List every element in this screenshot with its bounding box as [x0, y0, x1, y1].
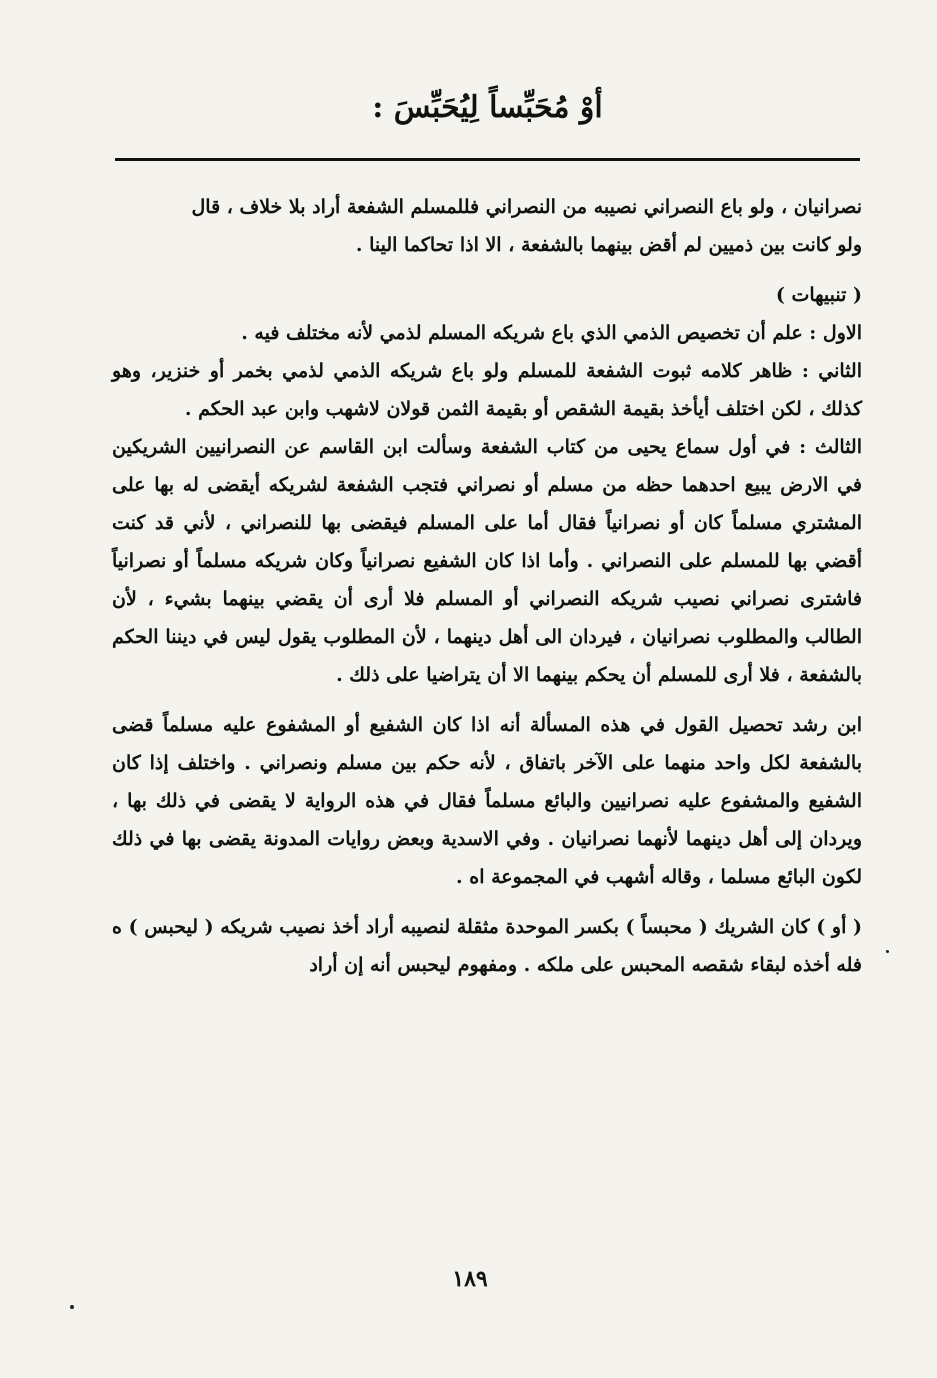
paragraph-first-note: الاول : علم أن تخصيص الذمي الذي باع شريكه المسلم لذمي لأنه مختلف فيه .	[241, 322, 862, 344]
print-speck	[886, 950, 889, 953]
paragraph-2: ولو كانت بين ذميين لم أقض بينهما بالشفعة ، الا اذا تحاكما الينا .	[355, 234, 862, 256]
page-header-title: أوْ مُحَبِّساً لِيُحَبِّسَ :	[372, 90, 603, 125]
paragraph-second-note: الثاني : ظاهر كلامه ثبوت الشفعة للمسلم ولو باع شريكه الذمي لذمي بخمر أو خنزير، وهو كذلك ، لكن اختلف أيأخذ بقيمة الشقص أو بقيمة الثمن قولان لاشهب وابن عبد الحكم .	[112, 360, 862, 420]
body-text	[112, 188, 862, 984]
paragraph-ibn-rushd: ابن رشد تحصيل القول في هذه المسألة أنه اذا كان الشفيع أو المشفوع عليه مسلماً قضى بالشفعة لكل واحد منهما على الآخر باتفاق ، لأنه حكم بين مسلم ونصراني . واختلف إذا كان الشفيع والمشفوع عليه نصرانيين والبائع مسلماً فقال في هذه الرواية لا يقضى في ذلك بها ، ويردان إلى أهل دينهما لأنهما نصرانيان . وفي الاسدية وبعض روايات المدونة يقضى بها في ذلك لكون البائع مسلما ، وقاله أشهب في المجموعة اه .	[112, 714, 862, 888]
header-rule	[115, 158, 860, 161]
paragraph-third-note: الثالث : في أول سماع يحيى من كتاب الشفعة وسألت ابن القاسم عن النصرانيين الشريكين في الارض يبيع احدهما حظه من مسلم أو نصراني فتجب الشفعة لشريكه أيقضى له بها على المشتري مسلماً كان أو نصرانياً فقال أما على المسلم فيقضى بها للنصراني ، لأني قد كنت أقضي بها للمسلم على النصراني . وأما اذا كان الشفيع نصرانياً وكان شريكه مسلماً أو نصرانياً فاشترى نصراني نصيب شريكه النصراني أو المسلم فلا أرى أن يقضي بينهما بشيء ، لأن الطالب والمطلوب نصرانيان ، فيردان الى أهل دينهما ، لأن المطلوب يقول ليس في ديننا الحكم بالشفعة ، فلا أرى للمسلم أن يحكم بينهما الا أن يتراضيا على ذلك .	[112, 436, 862, 686]
paragraph-muhabbas: ( أو ) كان الشريك ( محبساً ) بكسر الموحدة مثقلة لنصيبه أراد أخذ نصيب شريكه ( ليحبس ) ه فله أخذه لبقاء شقصه المحبس على ملكه . ومفهوم ليحبس أنه إن أراد	[112, 916, 862, 976]
print-speck	[70, 1305, 74, 1309]
section-heading-tanbihat: ( تنبيهات )	[775, 284, 862, 306]
page-number: ١٨٩	[452, 1266, 488, 1292]
paragraph-1: نصرانيان ، ولو باع النصراني نصيبه من النصراني فللمسلم الشفعة أراد بلا خلاف ، قال	[191, 196, 862, 218]
